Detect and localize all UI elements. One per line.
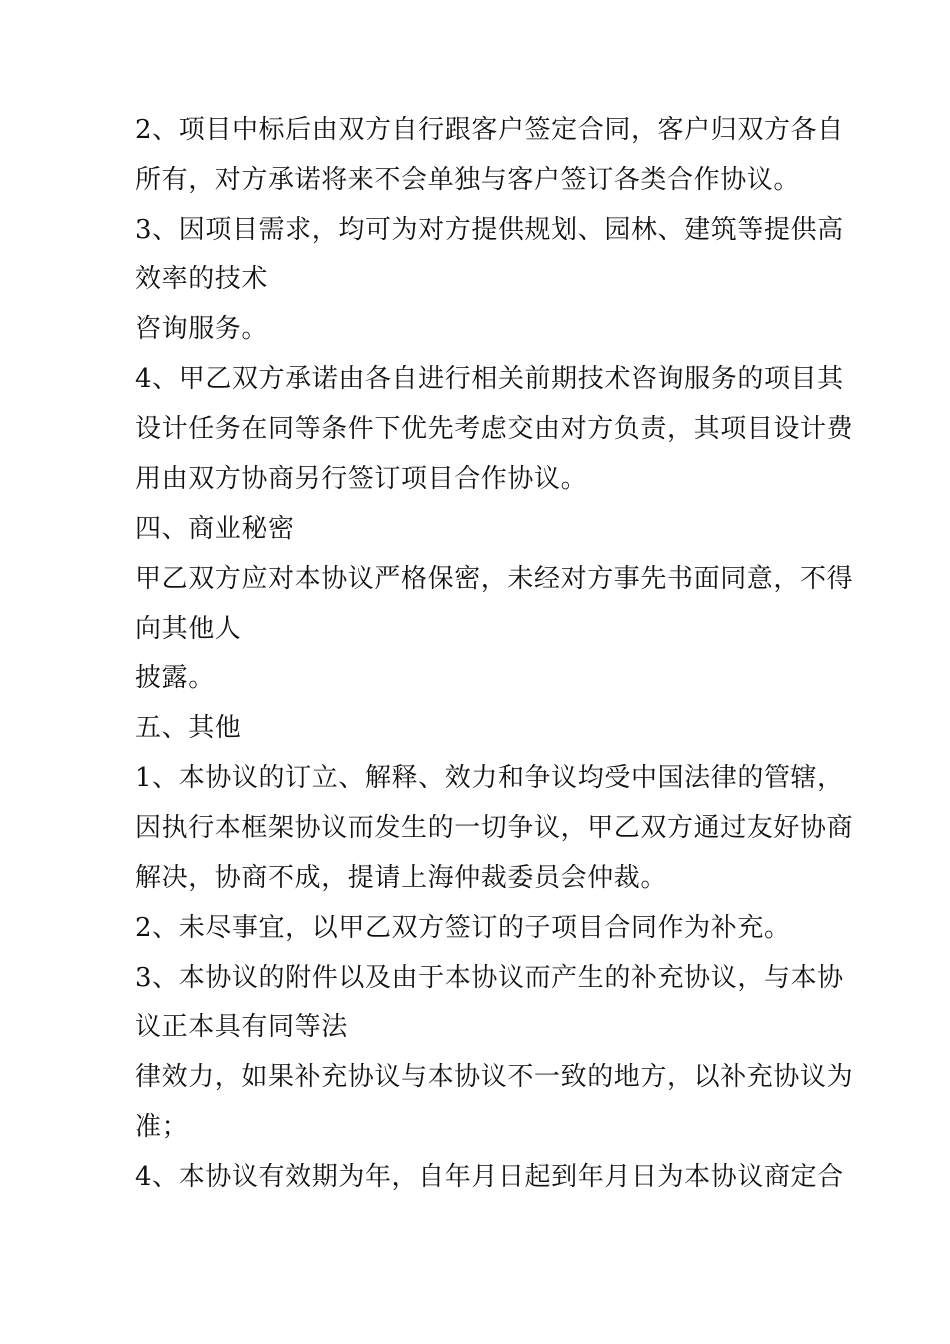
text-line: 设计任务在同等条件下优先考虑交由对方负责，其项目设计费 — [135, 414, 854, 444]
text-line: 律效力，如果补充协议与本协议不一致的地方，以补充协议为 — [135, 1062, 854, 1092]
text-line: 3、因项目需求，均可为对方提供规划、园林、建筑等提供高 — [135, 215, 844, 245]
text-line: 准； — [135, 1112, 189, 1142]
text-line: 2、项目中标后由双方自行跟客户签定合同，客户归双方各自 — [135, 115, 844, 145]
text-line: 效率的技术 — [135, 264, 269, 294]
section-heading: 四、商业秘密 — [135, 514, 295, 544]
text-line: 1、本协议的订立、解释、效力和争议均受中国法律的管辖， — [135, 763, 844, 793]
text-line: 4、本协议有效期为年，自年月日起到年月日为本协议商定合 — [135, 1162, 844, 1192]
text-line: 披露。 — [135, 663, 215, 693]
text-line: 甲乙双方应对本协议严格保密，未经对方事先书面同意，不得 — [135, 564, 854, 594]
text-line: 解决，协商不成，提请上海仲裁委员会仲裁。 — [135, 863, 668, 893]
text-line: 向其他人 — [135, 614, 242, 644]
text-line: 议正本具有同等法 — [135, 1012, 348, 1042]
text-line: 所有，对方承诺将来不会单独与客户签订各类合作协议。 — [135, 165, 801, 195]
section-heading: 五、其他 — [135, 713, 242, 743]
text-line: 因执行本框架协议而发生的一切争议，甲乙双方通过友好协商 — [135, 813, 854, 843]
text-line: 3、本协议的附件以及由于本协议而产生的补充协议，与本协 — [135, 963, 844, 993]
text-line: 4、甲乙双方承诺由各自进行相关前期技术咨询服务的项目其 — [135, 364, 844, 394]
text-line: 2、未尽事宜，以甲乙双方签订的子项目合同作为补充。 — [135, 913, 791, 943]
text-line: 用由双方协商另行签订项目合作协议。 — [135, 464, 588, 494]
text-line: 咨询服务。 — [135, 314, 269, 344]
